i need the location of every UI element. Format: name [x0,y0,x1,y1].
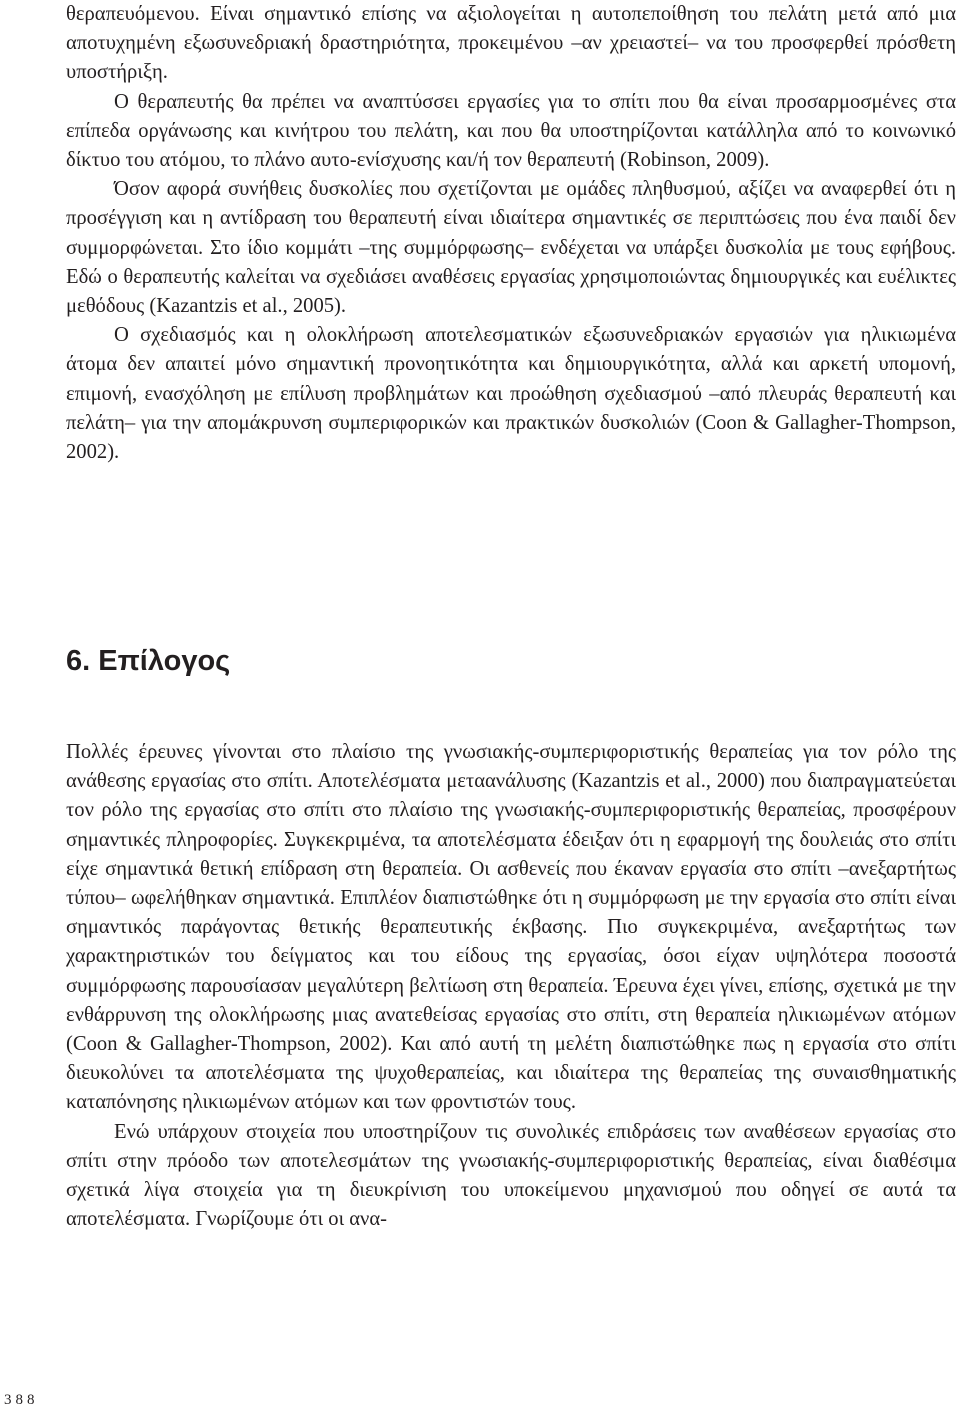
paragraph: θεραπευόμενου. Είναι σημαντικό επίσης να αξιολογείται η αυτοπεποίθηση του πελάτη μετά από μια αποτυχημένη εξωσυνεδριακή δραστηριότητα, προκειμένου –αν χρειαστεί– να του προσφερθεί πρόσθετη υποστήριξη. [66,3,956,84]
section-heading: 6. Επίλογος [66,645,231,677]
body-text-epilogue [66,738,956,1234]
paragraph: Ο σχεδιασμός και η ολοκλήρωση αποτελεσματικών εξωσυνεδριακών εργασιών για ηλικιωμένα άτομα δεν απαιτεί μόνο σημαντική προνοητικότητα και δημιουργικότητα, αλλά και αρκετή υπομονή, επιμονή, ενασχόληση με επίλυση προβλημάτων και προώθηση σχεδιασμού –από πλευράς θεραπευτή και πελάτη– για την απομάκρυνση συμπεριφορικών και πρακτικών δυσκολιών (Coon & Gallagher-Thompson, 2002). [66,324,956,464]
paragraph: Ενώ υπάρχουν στοιχεία που υποστηρίζουν τις συνολικές επιδράσεις των αναθέσεων εργασίας στο σπίτι στην πρόοδο των αποτελεσμάτων της γνωσιακής-συμπεριφοριστικής θεραπείας, είναι διαθέσιμα σχετικά λίγα στοιχεία για τη διευκρίνιση του υποκείμενου μηχανισμού που οδηγεί σε αυτά τα αποτελέσματα. Γνωρίζουμε ότι οι ανα- [66,1120,956,1231]
body-text-top [66,0,956,467]
paragraph: Πολλές έρευνες γίνονται στο πλαίσιο της γνωσιακής-συμπεριφοριστικής θεραπείας για τον ρόλο της ανάθεσης εργασίας στο σπίτι. Αποτελέσματα μεταανάλυσης (Kazantzis et al., 2000) που διαπραγματεύεται τον ρόλο της εργασίας στο σπίτι στο πλαίσιο της γνωσιακής-συμπεριφοριστικής θεραπείας, προσφέρουν σημαντικές πληροφορίες. Συγκεκριμένα, τα αποτελέσματα έδειξαν ότι η εφαρμογή της δουλειάς στο σπίτι είχε σημαντικά θετική επίδραση στη θεραπεία. Οι ασθενείς που έκαναν εργασία στο σπίτι –ανεξαρτήτως τύπου– ωφελήθηκαν σημαντικά. Επιπλέον διαπιστώθηκε ότι η συμμόρφωση με την εργασία στο σπίτι είναι σημαντικός παράγοντας θετικής θεραπευτικής έκβασης. Πιο συγκεκριμένα, ανεξαρτήτως των χαρακτηριστικών του δείγματος και του είδους της εργασίας, όσοι είχαν υψηλότερα ποσοστά συμμόρφωσης παρουσίασαν μεγαλύτερη βελτίωση στη θεραπεία. Έρευνα έχει γίνει, επίσης, σχετικά με την ενθάρρυνση της ολοκλήρωσης μιας ανατεθείσας εργασίας στο σπίτι, στη θεραπεία ηλικιωμένων ατόμων (Coon & Gallagher-Thompson, 2002). Και από αυτή τη μελέτη διαπιστώθηκε πως η εργασία στο σπίτι διευκολύνει τα αποτελέσματα της ψυχοθεραπείας, και ιδιαίτερα της θεραπείας της συναισθηματικής καταπόνησης ηλικιωμένων ατόμων και των φροντιστών τους. [66,741,956,1114]
paragraph: Όσον αφορά συνήθεις δυσκολίες που σχετίζονται με ομάδες πληθυσμού, αξίζει να αναφερθεί ότι η προσέγγιση και η αντίδραση του θεραπευτή είναι ιδιαίτερα σημαντικές σε περιπτώσεις που ένα παιδί δεν συμμορφώνεται. Στο ίδιο κομμάτι –της συμμόρφωσης– ενδέχεται να υπάρξει δυσκολία με τους εφήβους. Εδώ ο θεραπευτής καλείται να σχεδιάσει αναθέσεις εργασίας χρησιμοποιώντας δημιουργικές και ευέλικτες μεθόδους (Kazantzis et al., 2005). [66,178,956,318]
paragraph: Ο θεραπευτής θα πρέπει να αναπτύσσει εργασίες για το σπίτι που θα είναι προσαρμοσμένες στα επίπεδα οργάνωσης και κινήτρου του πελάτη, και που θα υποστηρίζονται κατάλληλα από το κοινωνικό δίκτυο του ατόμου, το πλάνο αυτο-ενίσχυσης και/ή τον θεραπευτή (Robinson, 2009). [66,90,956,172]
page-number: 388 [4,1392,39,1408]
